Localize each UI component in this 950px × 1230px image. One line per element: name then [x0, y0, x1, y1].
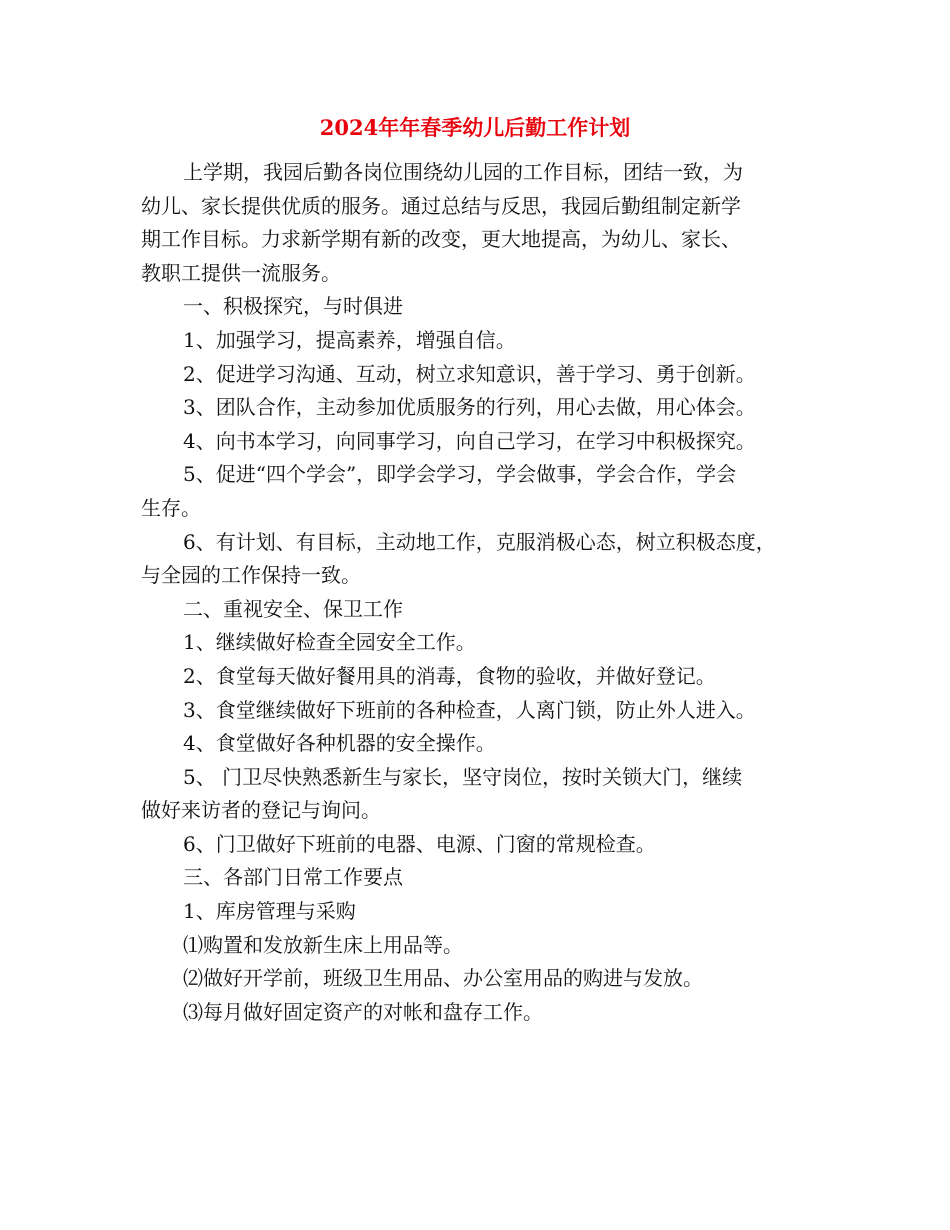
paragraph-line: 做好来访者的登记与询问。	[141, 798, 381, 823]
paragraph-line: 幼儿、家长提供优质的服务。通过总结与反思，我园后勤组制定新学	[141, 193, 741, 218]
document-body	[141, 156, 801, 1029]
paragraph-line: 生存。	[141, 495, 201, 520]
paragraph-line: 教职工提供一流服务。	[141, 260, 341, 285]
paragraph-line: 3、食堂继续做好下班前的各种检查，人离门锁，防止外人进入。	[183, 697, 756, 722]
paragraph-line: 一、积极探究，与时俱进	[183, 294, 403, 319]
paragraph-line: 6、门卫做好下班前的电器、电源、门窗的常规检查。	[183, 831, 656, 856]
paragraph-line: 5、 门卫尽快熟悉新生与家长，坚守岗位，按时关锁大门，继续	[183, 764, 743, 789]
paragraph-line: 5、促进“四个学会”，即学会学习，学会做事，学会合作，学会	[183, 462, 737, 487]
paragraph-line: 二、重视安全、保卫工作	[183, 596, 403, 621]
paragraph-line: 1、加强学习，提高素养，增强自信。	[183, 327, 516, 352]
paragraph-line: 4、向书本学习，向同事学习，向自己学习，在学习中积极探究。	[183, 428, 756, 453]
paragraph-line: 1、库房管理与采购	[183, 899, 356, 924]
paragraph-line: ⑵做好开学前，班级卫生用品、办公室用品的购进与发放。	[183, 966, 703, 991]
paragraph-line: 期工作目标。力求新学期有新的改变，更大地提高，为幼儿、家长、	[141, 227, 741, 252]
paragraph-line: 4、食堂做好各种机器的安全操作。	[183, 731, 496, 756]
paragraph-line: 2、食堂每天做好餐用具的消毒，食物的验收，并做好登记。	[183, 663, 716, 688]
paragraph-line: ⑶每月做好固定资产的对帐和盘存工作。	[183, 999, 543, 1024]
paragraph-line: 上学期，我园后勤各岗位围绕幼儿园的工作目标，团结一致，为	[183, 160, 743, 184]
paragraph-line: ⑴购置和发放新生床上用品等。	[183, 932, 463, 957]
paragraph-line: 三、各部门日常工作要点	[183, 865, 403, 890]
paragraph-line: 1、继续做好检查全园安全工作。	[183, 630, 476, 655]
paragraph-line: 与全园的工作保持一致。	[141, 563, 361, 588]
paragraph-line: 2、促进学习沟通、互动，树立求知意识，善于学习、勇于创新。	[183, 361, 756, 386]
document-title: 2024年年春季幼儿后勤工作计划	[319, 115, 631, 140]
paragraph-line: 3、团队合作，主动参加优质服务的行列，用心去做，用心体会。	[183, 395, 756, 420]
paragraph-line: 6、有计划、有目标，主动地工作，克服消极心态，树立积极态度，	[183, 529, 776, 554]
